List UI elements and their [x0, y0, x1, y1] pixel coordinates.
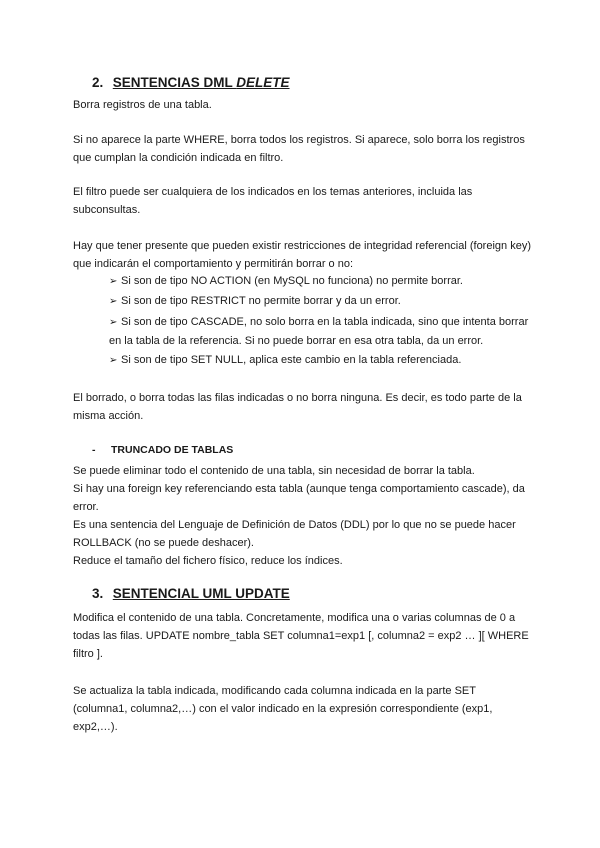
bullet-text: Si son de tipo SET NULL, aplica este cambio en la tabla referenciada.: [121, 354, 462, 366]
truncado-line: Se puede eliminar todo el contenido de una tabla, sin necesidad de borrar la tabla.: [73, 465, 475, 477]
section-3-title: SENTENCIAL UML UPDATE: [112, 586, 290, 601]
arrow-bullet-icon: ➢: [109, 276, 118, 287]
section-3-number: 3.: [92, 586, 104, 601]
section-2-integrity-paragraph: Hay que tener presente que pueden existir restricciones de integridad referencial (foreign key) que indicarán el comportamiento y permitirán borrar o no:: [73, 240, 531, 270]
section-3-set-paragraph: Se actualiza la tabla indicada, modificando cada columna indicada en la parte SET (columna1, columna2,…) con el valor indicado en la expresión correspondiente (exp1, exp2,…).: [73, 685, 493, 733]
section-2-intro: Borra registros de una tabla.: [73, 99, 212, 111]
section-2-heading: [92, 74, 290, 92]
section-3-heading: [92, 585, 290, 603]
truncado-title: TRUNCADO DE TABLAS: [111, 444, 234, 456]
arrow-bullet-icon: ➢: [109, 296, 118, 307]
truncado-heading: [92, 441, 233, 459]
section-2-where-paragraph: Si no aparece la parte WHERE, borra todos los registros. Si aparece, solo borra los registros que cumplan la condición indicada en filtro.: [73, 134, 525, 164]
bullet-set-null: [109, 351, 529, 370]
truncado-dash: -: [92, 444, 96, 456]
truncado-body: [73, 462, 533, 570]
bullet-restrict: [109, 292, 529, 311]
arrow-bullet-icon: ➢: [109, 355, 118, 366]
truncado-line: Es una sentencia del Lenguaje de Definición de Datos (DDL) por lo que no se puede hacer ROLLBACK (no se puede deshacer).: [73, 519, 516, 549]
bullet-text: Si son de tipo CASCADE, no solo borra en la tabla indicada, sino que intenta borrar en la tabla de la referencia. Si no puede borrar en esa otra tabla, da un error.: [109, 316, 529, 347]
section-2-title: [113, 75, 290, 90]
bullet-no-action: [109, 272, 529, 291]
truncado-line: Si hay una foreign key referenciando esta tabla (aunque tenga comportamiento cascade), da error.: [73, 483, 525, 513]
section-2-title-emphasis: DELETE: [236, 75, 290, 90]
section-2-title-text: SENTENCIAS DML: [112, 75, 237, 90]
bullet-cascade: [109, 313, 529, 350]
section-3-update-paragraph: Modifica el contenido de una tabla. Concretamente, modifica una o varias columnas de 0 a todas las filas. UPDATE nombre_tabla SET columna1=exp1 [, columna2 = exp2 … ][ WHERE filtro ].: [73, 612, 529, 660]
truncado-line: Reduce el tamaño del fichero físico, reduce los índices.: [73, 555, 343, 567]
section-2-number: 2.: [92, 75, 104, 90]
section-2-filter-paragraph: El filtro puede ser cualquiera de los indicados en los temas anteriores, incluida las subconsultas.: [73, 186, 473, 216]
section-2-atomic-paragraph: El borrado, o borra todas las filas indicadas o no borra ninguna. Es decir, es todo parte de la misma acción.: [73, 392, 522, 422]
arrow-bullet-icon: ➢: [109, 317, 118, 328]
bullet-text: Si son de tipo RESTRICT no permite borrar y da un error.: [121, 295, 401, 307]
bullet-text: Si son de tipo NO ACTION (en MySQL no funciona) no permite borrar.: [121, 275, 463, 287]
